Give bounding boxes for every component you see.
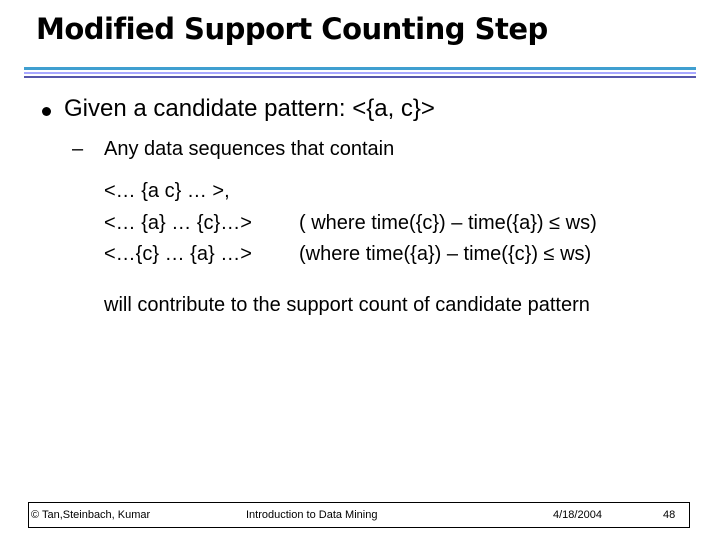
sequence-pattern: <…{c} … {a} …>	[104, 243, 252, 265]
footer-copyright: © Tan,Steinbach, Kumar	[31, 509, 151, 521]
sequence-pattern: <… {a} … {c}…>	[104, 212, 252, 234]
title-rule-bottom	[24, 76, 696, 78]
sequence-condition: (where time({a}) – time({c}) ≤ ws)	[299, 243, 592, 265]
slide-footer	[28, 502, 690, 528]
sub-bullet-text: Any data sequences that contain	[104, 138, 395, 160]
footer-course: Introduction to Data Mining	[246, 509, 378, 521]
title-rule-top	[24, 67, 696, 70]
title-rule-middle	[24, 72, 696, 74]
footer-date: 4/18/2004	[553, 509, 602, 521]
contribution-text: will contribute to the support count of candidate pattern	[104, 294, 590, 316]
sequence-pattern: <… {a c} … >,	[104, 180, 230, 202]
bullet-text: Given a candidate pattern: <{a, c}>	[64, 95, 435, 122]
sequence-line	[104, 243, 592, 266]
sequence-condition: ( where time({c}) – time({a}) ≤ ws)	[299, 212, 597, 234]
bullet-dot-icon	[42, 107, 51, 116]
slide-title: Modified Support Counting Step	[36, 12, 548, 46]
footer-page-number: 48	[663, 509, 676, 521]
sequence-line	[104, 212, 597, 235]
sub-bullet-dash: –	[72, 138, 84, 160]
sequence-line	[104, 180, 230, 203]
